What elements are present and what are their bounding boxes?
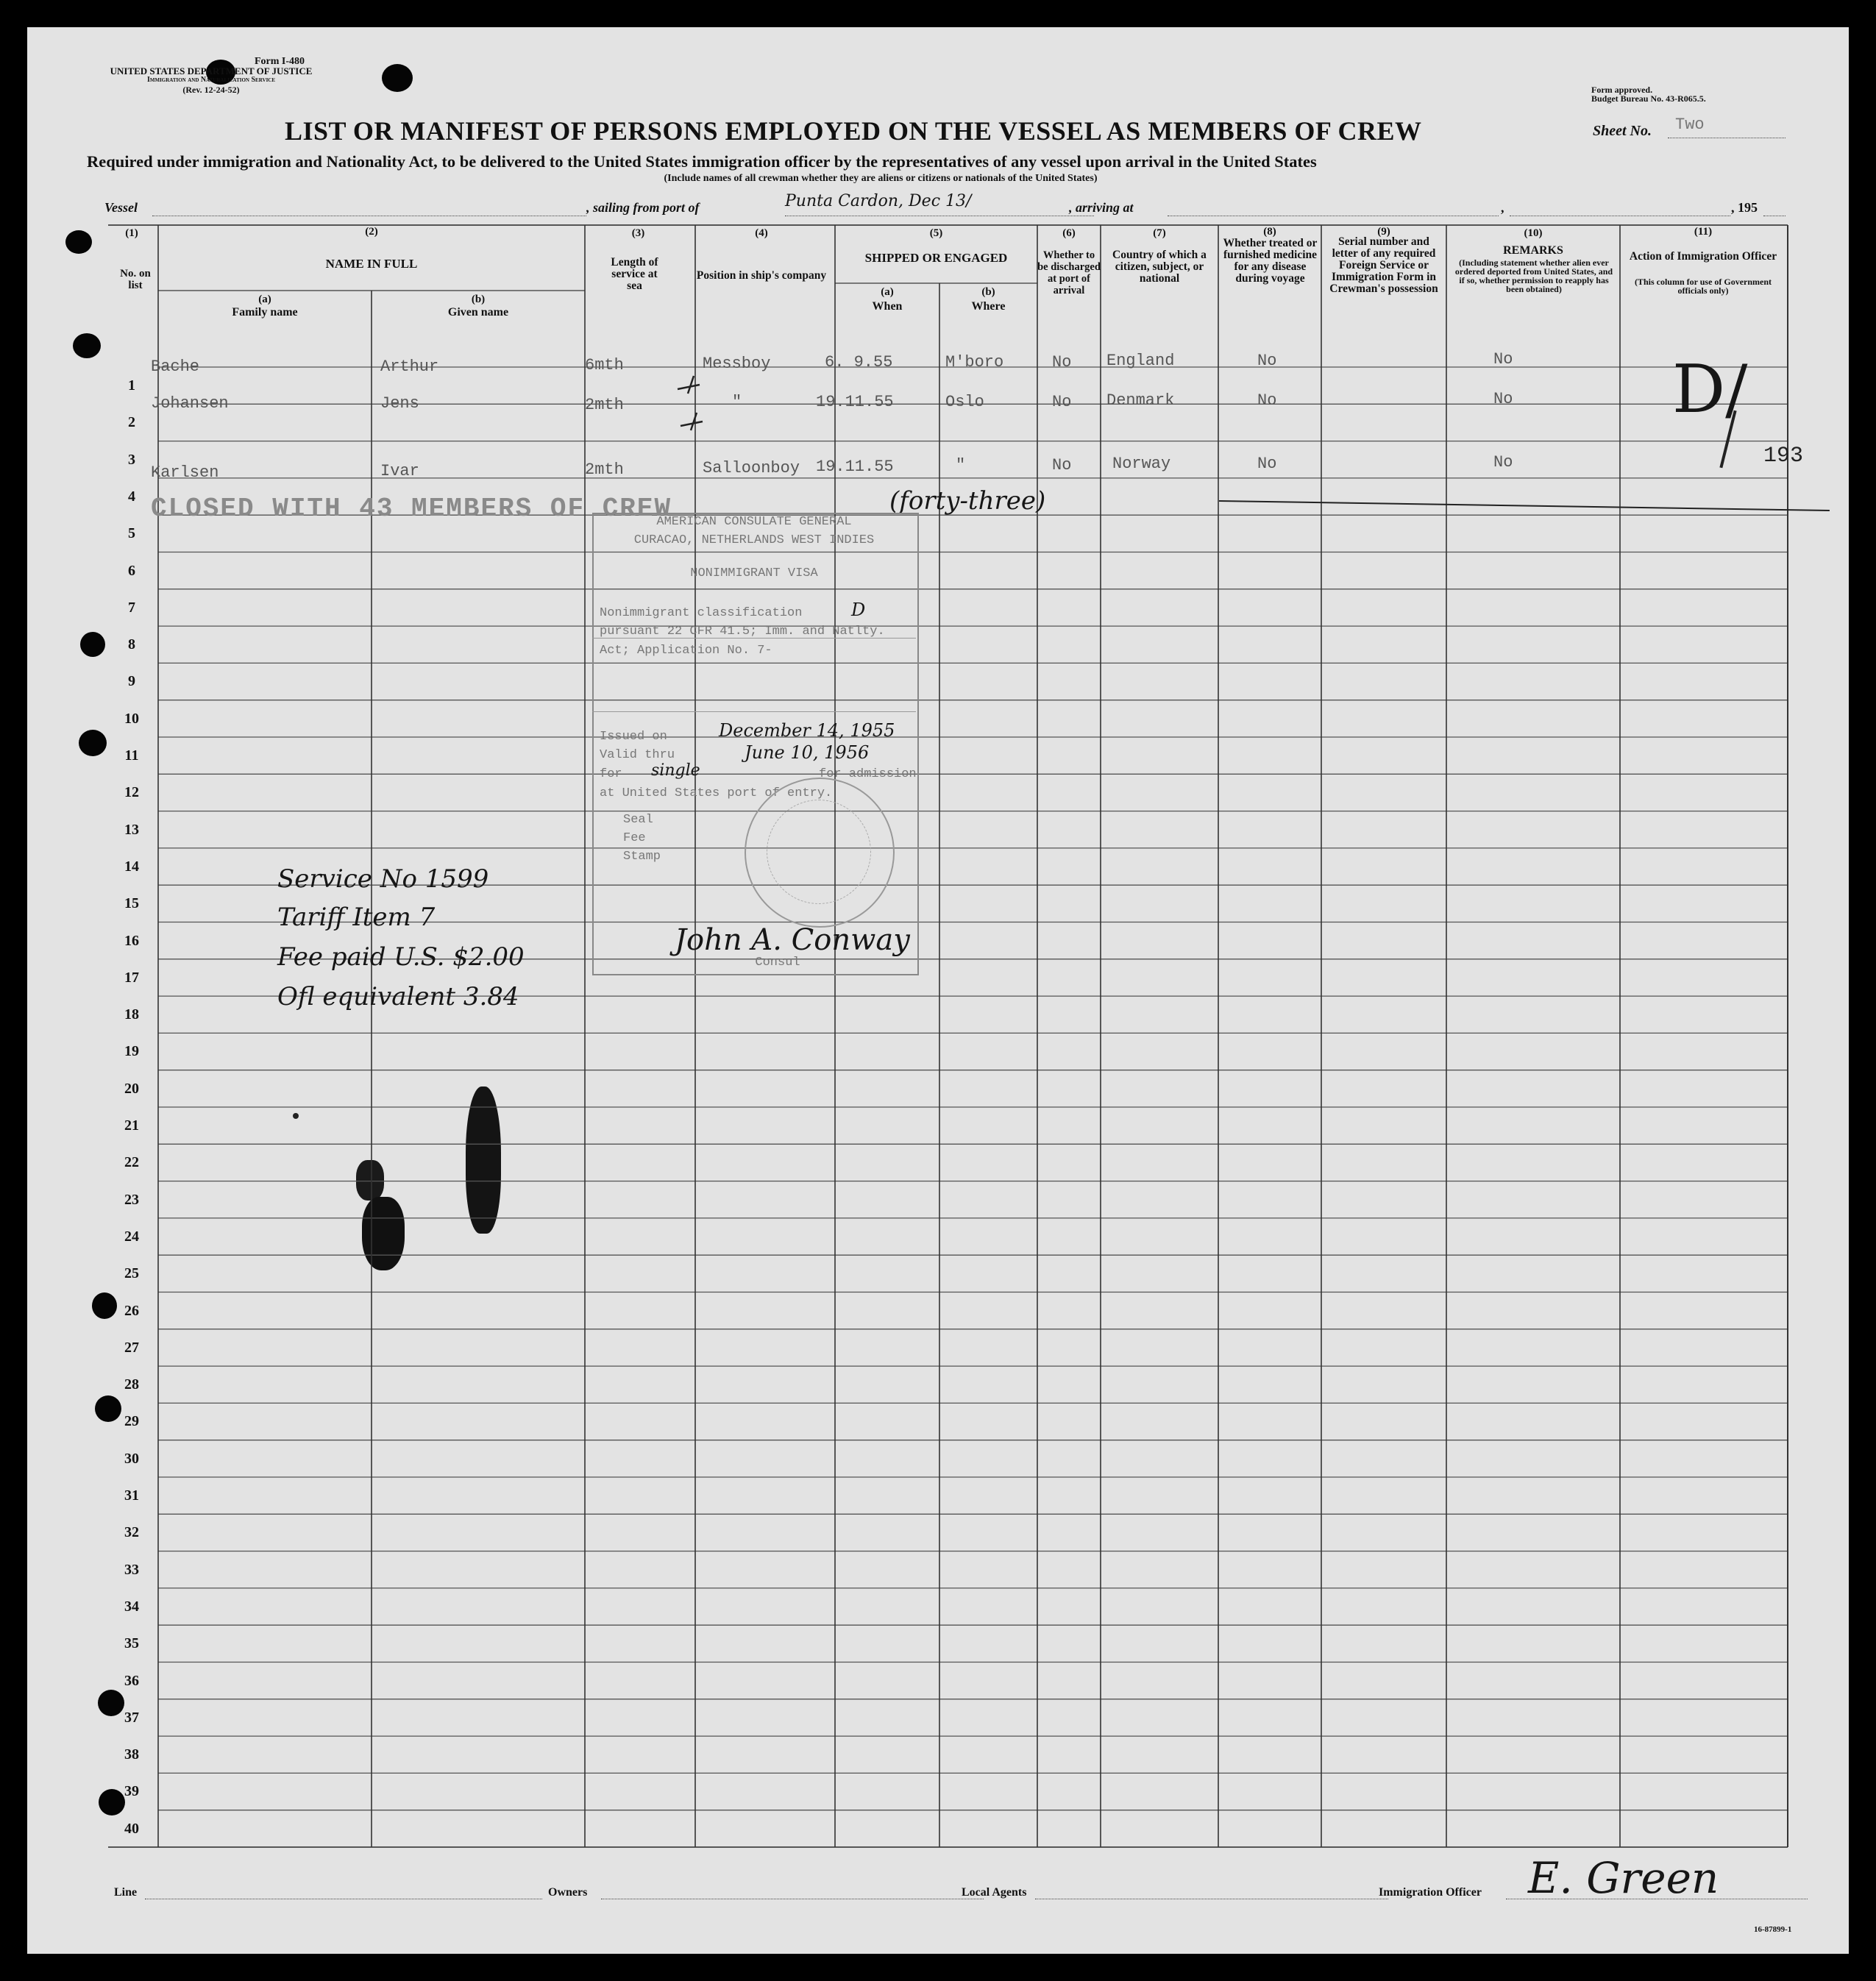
col5b-number: (b) [981, 286, 995, 298]
row-number: 30 [124, 1450, 139, 1467]
row-number: 3 [128, 451, 135, 468]
col3-number: (3) [631, 227, 645, 239]
manifest-sheet [27, 27, 1849, 1954]
crew-1-where: M'boro [945, 353, 1004, 371]
row-number: 4 [128, 488, 135, 505]
col5-number: (5) [929, 227, 943, 239]
closed-handwritten: (forty-three) [889, 486, 1046, 516]
visa-consulate: AMERICAN CONSULATE GENERAL [656, 515, 852, 529]
fee-note-service: Service No 1599 [277, 864, 489, 894]
col4-label: Position in ship's company [696, 269, 827, 282]
approval-bureau: Budget Bureau No. 43-R065.5. [1591, 93, 1706, 104]
col9-number: (9) [1377, 226, 1390, 238]
col10-label: REMARKS [1503, 244, 1563, 257]
row-number: 12 [124, 784, 139, 801]
crew-1-given: Arthur [380, 358, 439, 376]
row-number: 18 [124, 1006, 139, 1023]
crew-2-treated: No [1257, 391, 1277, 410]
col9-label: Serial number and letter of any required Foreign Service or Immigration Form in Crewman's possession [1329, 235, 1438, 295]
visa-seal-label: Seal [623, 813, 653, 827]
col4-number: (4) [755, 227, 768, 239]
row-number: 11 [124, 747, 139, 764]
sailing-port: Punta Cardon, Dec 13/ [785, 192, 972, 210]
crew-2-service: 2mth [585, 396, 624, 414]
row-number: 29 [124, 1413, 139, 1430]
col7-label: Country of which a citizen, subject, or national [1112, 249, 1207, 285]
crew-2-given: Jens [380, 394, 419, 413]
form-subtitle: Required under immigration and Nationality Act, to be delivered to the United States immigration officer by the representatives of any vessel upon arrival in the United States [87, 152, 1317, 171]
col8-label: Whether treated or furnished medicine for any disease during voyage [1223, 237, 1318, 285]
visa-pursuant: pursuant 22 CFR 41.5; Imm. and Natlty. [600, 625, 885, 639]
row-number: 6 [128, 562, 135, 579]
form-title: LIST OR MANIFEST OF PERSONS EMPLOYED ON THE VESSEL AS MEMBERS OF CREW [285, 116, 1422, 146]
crew-1-discharged: No [1052, 353, 1072, 371]
col11-number: (11) [1694, 226, 1713, 238]
col10-note: (Including statement whether alien ever ordered deported from United States, and if so, whether permission to reapply has been obtained) [1454, 257, 1613, 294]
visa-admission: for admission [819, 767, 917, 781]
col11-note: (This column for use of Government officials only) [1634, 277, 1772, 296]
row-number: 24 [124, 1228, 139, 1245]
row-number: 13 [124, 821, 139, 838]
crew-3-service: 2mth [585, 460, 624, 479]
closed-stamp: CLOSED WITH 43 MEMBERS OF CREW [151, 494, 672, 524]
row-number: 25 [124, 1265, 139, 1282]
consul-title: Consul [755, 956, 800, 970]
row-number: 27 [124, 1339, 139, 1356]
revision: (Rev. 12-24-52) [182, 85, 240, 95]
row-number: 39 [124, 1783, 139, 1800]
print-code: 16-87899-1 [1754, 1925, 1792, 1934]
crew-1-family: Bache [151, 358, 200, 376]
col1-label: No. on list [120, 268, 151, 291]
row-number: 19 [124, 1043, 139, 1060]
row-number: 35 [124, 1635, 139, 1652]
col2-label: NAME IN FULL [325, 257, 418, 271]
crew-1-service: 6mth [585, 356, 624, 374]
footer-agents-label: Local Agents [962, 1886, 1027, 1899]
arriving-label: , arriving at [1069, 200, 1134, 215]
year-label: , 195 [1731, 200, 1758, 215]
officer-mark: D/ [1672, 351, 1748, 428]
row-number: 17 [124, 969, 139, 986]
col6-number: (6) [1062, 227, 1076, 239]
col2-number: (2) [365, 226, 378, 238]
row-number: 7 [128, 599, 135, 616]
visa-stamp-divider [592, 711, 916, 712]
footer-owners-label: Owners [548, 1886, 588, 1899]
department: UNITED STATES DEPARTMENT OF JUSTICE [110, 65, 313, 77]
row-number: 22 [124, 1154, 139, 1171]
col8-number: (8) [1263, 226, 1276, 238]
visa-location: CURACAO, NETHERLANDS WEST INDIES [633, 533, 875, 547]
visa-port-of-entry: at United States port of entry. [600, 786, 833, 800]
row-number: 8 [128, 636, 135, 653]
row-number: 26 [124, 1302, 139, 1319]
crew-2-family: Johansen [151, 394, 229, 413]
consular-seal-inner [767, 800, 871, 904]
crew-1-position: Messboy [703, 355, 771, 373]
row-number: 9 [128, 673, 135, 690]
row-number: 15 [124, 895, 139, 912]
row-number: 32 [124, 1524, 139, 1541]
crew-1-when: 6. 9.55 [825, 353, 893, 371]
crew-2-discharged: No [1052, 393, 1072, 411]
col6-label: Whether to be discharged at port of arrival [1037, 249, 1101, 296]
col1-number: (1) [125, 227, 138, 239]
col5a-number: (a) [881, 286, 894, 298]
row-number: 40 [124, 1820, 139, 1837]
col5b-label: Where [971, 300, 1006, 313]
crew-3-when: 19.11.55 [816, 458, 894, 476]
sailing-label: , sailing from port of [586, 200, 700, 215]
row-number: 21 [124, 1117, 139, 1134]
row-number: 16 [124, 932, 139, 949]
col2a-label: Family name [232, 306, 298, 319]
visa-valid-label: Valid thru [600, 748, 675, 762]
row-number: 36 [124, 1672, 139, 1689]
col5a-label: When [872, 300, 903, 313]
row-number: 5 [128, 525, 135, 542]
visa-for-label: for [600, 767, 622, 781]
footer-officer-label: Immigration Officer [1379, 1886, 1482, 1899]
crew-2-where: Oslo [945, 393, 984, 411]
footer-line-label: Line [114, 1886, 138, 1899]
officer-signature: E. Green [1528, 1853, 1719, 1903]
visa-type: NONIMMIGRANT VISA [690, 566, 818, 580]
check-marks [675, 373, 733, 432]
crew-1-treated: No [1257, 352, 1277, 370]
visa-stamp-label: Stamp [623, 850, 661, 864]
row-number: 20 [124, 1080, 139, 1097]
col7-number: (7) [1153, 227, 1166, 239]
vessel-label: Vessel [104, 200, 138, 215]
row-number: 28 [124, 1376, 139, 1393]
form-number: Form I-480 [254, 56, 305, 67]
crew-3-family: Karlsen [151, 463, 219, 482]
col2a-number: (a) [258, 294, 271, 305]
visa-for-value: single [651, 761, 700, 780]
col10-number: (10) [1524, 227, 1543, 239]
row-number: 23 [124, 1191, 139, 1208]
crew-2-country: Denmark [1106, 391, 1175, 410]
row-number: 14 [124, 858, 139, 875]
crew-1-country: England [1106, 352, 1175, 370]
fee-note-paid: Fee paid U.S. $2.00 [277, 942, 525, 972]
crew-2-position: " [732, 393, 742, 411]
col5-label: SHIPPED OR ENGAGED [864, 251, 1008, 265]
form-subnote: (Include names of all crewman whether they are aliens or citizens or nationals of the United States) [664, 173, 1098, 184]
crew-3-given: Ivar [380, 462, 419, 480]
crew-1-remarks: No [1493, 350, 1513, 369]
visa-valid-value: June 10, 1956 [745, 742, 870, 763]
col3-label: Length of service at sea [611, 256, 658, 292]
row-number: 38 [124, 1746, 139, 1763]
crew-3-treated: No [1257, 455, 1277, 473]
visa-classification-value: D [851, 600, 866, 620]
crew-2-remarks: No [1493, 390, 1513, 408]
crew-3-remarks: No [1493, 453, 1513, 472]
crew-3-position: Salloonboy [703, 459, 800, 477]
sheet-label: Sheet No. [1593, 123, 1652, 139]
fee-note-equivalent: Ofl equivalent 3.84 [277, 982, 519, 1011]
fee-note-tariff: Tariff Item 7 [277, 903, 436, 932]
visa-classification-label: Nonimmigrant classification [600, 606, 803, 620]
crew-2-when: 19.11.55 [816, 393, 894, 411]
approval-note: Form approved. [1591, 85, 1653, 95]
visa-act: Act; Application No. 7- [600, 644, 772, 658]
crew-3-where: " [956, 456, 966, 474]
col2b-number: (b) [471, 294, 486, 305]
row-number: 10 [124, 710, 139, 727]
row-number: 31 [124, 1487, 139, 1504]
col2b-label: Given name [447, 306, 509, 319]
officer-number: 193 [1763, 444, 1804, 469]
visa-fee-label: Fee [623, 831, 646, 845]
crew-3-country: Norway [1112, 455, 1171, 473]
row-number: 2 [128, 414, 135, 431]
sheet-number: Two [1675, 115, 1705, 134]
visa-issued-value: December 14, 1955 [719, 720, 895, 741]
visa-issued-label: Issued on [600, 730, 667, 744]
date-sep: , [1501, 200, 1504, 215]
consul-signature: John A. Conway [675, 923, 910, 957]
crew-3-discharged: No [1052, 456, 1072, 474]
service-name: Immigration and Naturalization Service [146, 76, 276, 84]
row-number: 1 [128, 377, 135, 394]
row-number: 37 [124, 1709, 139, 1726]
col11-label: Action of Immigration Officer [1629, 250, 1777, 263]
row-number: 33 [124, 1561, 139, 1578]
row-number: 34 [124, 1598, 139, 1615]
